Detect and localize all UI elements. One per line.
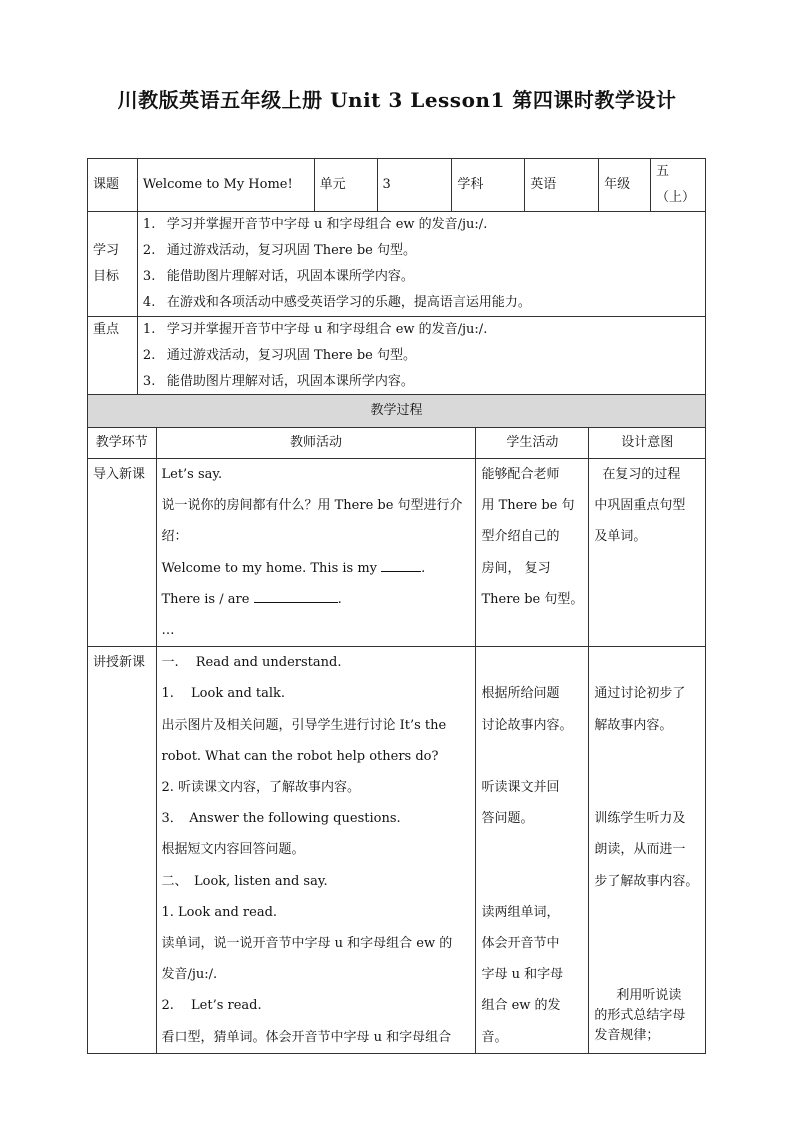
header-stage: 教学环节 — [88, 428, 157, 459]
goal-item: 3. 能借助图片理解对话，巩固本课所学内容。 — [142, 269, 414, 284]
process-row-new-lesson — [88, 647, 706, 1054]
text-line: 发音/ju:/. — [161, 967, 218, 983]
text-line: 用 There be 句 — [481, 498, 575, 514]
goal-item: 2. 通过游戏活动，复习巩固 There be 句型。 — [142, 243, 416, 258]
text-line — [481, 834, 583, 865]
text-line: 步了解故事内容。 — [594, 873, 699, 889]
grade-value: 五（上） — [650, 159, 705, 212]
fill-blank — [381, 557, 421, 572]
text-line: 通过讨论初步了 — [594, 686, 686, 702]
text-line: 能够配合老师 — [481, 467, 560, 482]
grade-label: 年级 — [599, 159, 651, 212]
key-label: 重点 — [88, 317, 138, 396]
header-student: 学生活动 — [476, 428, 589, 459]
text-line: 答问题。 — [481, 811, 534, 827]
unit-label: 单元 — [314, 159, 377, 212]
process-header-row — [88, 428, 706, 459]
text-line: 的形式总结字母 — [594, 1008, 686, 1024]
text-line: 发音规律； — [594, 1028, 660, 1044]
key-point-item: 2. 通过游戏活动，复习巩固 There be 句型。 — [142, 348, 416, 363]
goal-item: 4. 在游戏和各项活动中感受英语学习的乐趣，提高语言运用能力。 — [142, 295, 531, 310]
text-line: … — [161, 623, 175, 639]
text-line — [594, 772, 700, 803]
text-line: 二、 Look, listen and say. — [161, 873, 328, 889]
key-point-item: 1. 学习并掌握开音节中字母 u 和字母组合 ew 的发音/ju:/. — [142, 322, 488, 337]
text-line: 2. Let’s read. — [161, 998, 262, 1014]
document-title: 川教版英语五年级上册 Unit 3 Lesson1 第四课时教学设计 — [117, 88, 677, 112]
text-line: 读两组单词， — [481, 904, 560, 920]
goal-item: 1. 学习并掌握开音节中字母 u 和字母组合 ew 的发音/ju:/. — [142, 217, 488, 232]
text-line: 讨论故事内容。 — [481, 717, 573, 733]
info-row-goals — [88, 212, 706, 317]
header-teacher: 教师活动 — [156, 428, 476, 459]
subject-label: 学科 — [452, 159, 525, 212]
intro-student-activity — [476, 459, 589, 647]
text-line — [594, 741, 700, 772]
info-row-topic — [88, 159, 706, 212]
text-line-with-blank: There is / are . — [162, 584, 471, 615]
text-line: 组合 ew 的发 — [481, 998, 561, 1014]
new-stage: 讲授新课 — [88, 647, 157, 1054]
text-line: 解故事内容。 — [594, 717, 673, 733]
text-line: 一. Read and understand. — [161, 655, 342, 671]
process-row-intro — [88, 459, 706, 647]
text-line: 根据短文内容回答问题。 — [161, 842, 305, 858]
intent-summary — [594, 986, 700, 1046]
text-line: 型介绍自己的 — [481, 529, 560, 545]
text-line — [594, 647, 700, 678]
text-line: 读单词，说一说开音节中字母 u 和字母组合 ew 的 — [161, 936, 453, 952]
text-line: 根据所给问题 — [481, 686, 560, 702]
text-line — [594, 928, 700, 959]
text-line: 说一说你的房间都有什么？用 There be 句型进行介 — [161, 498, 463, 514]
intro-teacher-activity — [156, 459, 476, 647]
text-line: 看口型，猜单词。体会开音节中字母 u 和字母组合 — [161, 1029, 452, 1045]
text-line: 及单词。 — [594, 529, 647, 545]
key-point-item: 3. 能借助图片理解对话，巩固本课所学内容。 — [142, 374, 414, 389]
text-line: 利用听说读 — [616, 988, 682, 1004]
text-line: 体会开音节中 — [481, 936, 560, 952]
teaching-process-table — [87, 394, 706, 1054]
intro-design-intent — [589, 459, 706, 647]
text-line — [481, 741, 583, 772]
goals-label-line-2: 目标 — [93, 269, 120, 284]
lesson-info-table — [87, 158, 706, 423]
topic-value: Welcome to My Home! — [137, 159, 314, 212]
text-line — [594, 897, 700, 928]
text-line: 音。 — [481, 1029, 508, 1045]
text-line: 绍： — [161, 529, 188, 545]
new-design-intent — [589, 647, 706, 1054]
fill-blank — [254, 588, 338, 603]
intro-stage: 导入新课 — [88, 459, 157, 647]
goals-label-line-1: 学习 — [93, 243, 120, 258]
process-banner: 教学过程 — [88, 395, 706, 428]
text-line: 字母 u 和字母 — [481, 967, 564, 983]
text-line: 出示图片及相关问题，引导学生进行讨论 It’s the — [161, 717, 447, 733]
text-line: 1. Look and read. — [161, 904, 278, 920]
info-row-key-points — [88, 317, 706, 396]
subject-value: 英语 — [525, 159, 599, 212]
text-line: 训练学生听力及 — [594, 811, 686, 827]
text-line — [481, 866, 583, 897]
unit-value: 3 — [377, 159, 452, 212]
text-line: 中巩固重点句型 — [594, 498, 686, 514]
new-student-activity — [476, 647, 589, 1054]
text-line-with-blank: Welcome to my home. This is my . — [162, 553, 471, 584]
topic-label: 课题 — [88, 159, 138, 212]
text-line: 3． Answer the following questions. — [161, 811, 401, 827]
text-line: 房间， 复习 — [481, 560, 551, 576]
text-line — [481, 647, 583, 678]
text-line: Let’s say. — [161, 467, 223, 482]
text-line: 1. Look and talk. — [161, 686, 286, 702]
text-line: 在复习的过程 — [602, 467, 681, 482]
header-intent: 设计意图 — [589, 428, 706, 459]
text-line: 2. 听读课文内容，了解故事内容。 — [161, 780, 361, 796]
new-teacher-activity — [156, 647, 476, 1054]
text-line: There be 句型。 — [481, 591, 584, 607]
text-line: 听读课文并回 — [481, 780, 560, 796]
goals-label — [88, 212, 138, 317]
goals-list — [137, 212, 705, 317]
key-points-list — [137, 317, 705, 396]
text-line: 朗读，从而进一 — [594, 842, 686, 858]
text-line: robot. What can the robot help others do? — [161, 748, 439, 764]
